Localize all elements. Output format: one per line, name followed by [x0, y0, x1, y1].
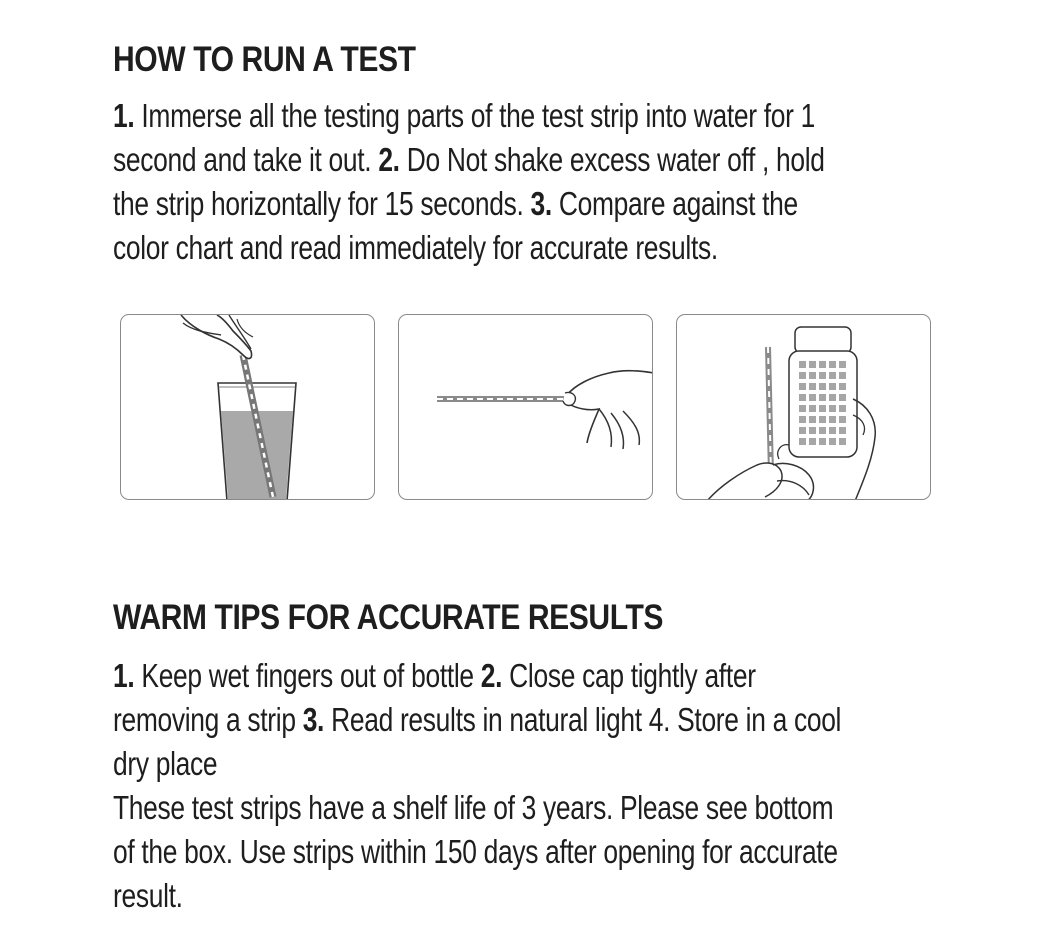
color-chart-cell — [829, 427, 836, 434]
warm-tips-list — [113, 654, 913, 786]
color-chart-cell — [819, 361, 826, 368]
color-chart-cell — [839, 372, 846, 379]
color-chart-cell — [829, 372, 836, 379]
color-chart-cell — [809, 372, 816, 379]
step-number: 1. — [113, 97, 135, 134]
color-chart-cell — [799, 361, 806, 368]
text-line: second and take it out. 2. Do Not shake excess water off , hold — [113, 141, 825, 178]
text-line: 1. Keep wet fingers out of bottle 2. Close cap tightly after — [113, 657, 756, 694]
text-line: 1. Immerse all the testing parts of the test strip into water for 1 — [113, 97, 815, 134]
color-chart-cell — [819, 405, 826, 412]
color-chart-cell — [829, 383, 836, 390]
color-chart-cell — [809, 438, 816, 445]
color-chart-cell — [809, 427, 816, 434]
color-chart-cell — [809, 416, 816, 423]
color-chart-cell — [839, 427, 846, 434]
color-chart-cell — [799, 372, 806, 379]
step-number: 1. — [113, 657, 135, 694]
step-number: 2. — [480, 657, 503, 694]
text-line: of the box. Use strips within 150 days after opening for accurate — [113, 833, 838, 870]
color-chart-cell — [819, 427, 826, 434]
text-line: dry place — [113, 745, 218, 782]
color-chart-cell — [819, 372, 826, 379]
illustration-panel-hold — [398, 314, 653, 500]
shelf-life-note — [113, 786, 913, 918]
text-line: color chart and read immediately for accurate results. — [113, 229, 718, 266]
color-chart-cell — [809, 383, 816, 390]
color-chart-cell — [799, 394, 806, 401]
illustration-panel-compare — [676, 314, 931, 500]
color-chart-cell — [839, 438, 846, 445]
text-line: removing a strip 3. Read results in natural light 4. Store in a cool — [113, 701, 842, 738]
color-chart-cell — [829, 405, 836, 412]
color-chart-cell — [829, 416, 836, 423]
text-line: the strip horizontally for 15 seconds. 3. Compare against the — [113, 185, 798, 222]
color-chart-cell — [829, 438, 836, 445]
step-number: 3. — [302, 701, 325, 738]
run-test-steps — [113, 94, 913, 270]
color-chart-cell — [839, 361, 846, 368]
color-chart-cell — [799, 383, 806, 390]
color-chart-cell — [819, 394, 826, 401]
hand-holding-strip-and-bottle-icon — [677, 315, 931, 500]
section-title-run-test: HOW TO RUN A TEST — [113, 40, 416, 79]
step-number: 3. — [530, 185, 552, 222]
color-chart-cell — [829, 394, 836, 401]
section-title-warm-tips: WARM TIPS FOR ACCURATE RESULTS — [113, 598, 664, 637]
step-number: 2. — [378, 141, 400, 178]
text-line: result. — [113, 877, 183, 914]
hand-dipping-strip-in-glass-icon — [121, 315, 375, 500]
color-chart-cell — [839, 416, 846, 423]
color-chart-cell — [809, 405, 816, 412]
color-chart-cell — [819, 438, 826, 445]
color-chart-cell — [799, 427, 806, 434]
color-chart-cell — [799, 405, 806, 412]
text-line: These test strips have a shelf life of 3 years. Please see bottom — [113, 789, 834, 826]
color-chart-cell — [819, 416, 826, 423]
color-chart-cell — [809, 394, 816, 401]
color-chart-cell — [799, 438, 806, 445]
color-chart-cell — [839, 383, 846, 390]
illustration-panel-dip — [120, 314, 375, 500]
hand-holding-strip-horizontally-icon — [399, 315, 653, 500]
color-chart-cell — [819, 383, 826, 390]
color-chart-cell — [809, 361, 816, 368]
color-chart-cell — [799, 416, 806, 423]
color-chart-cell — [829, 361, 836, 368]
color-chart-cell — [839, 394, 846, 401]
color-chart-cell — [839, 405, 846, 412]
